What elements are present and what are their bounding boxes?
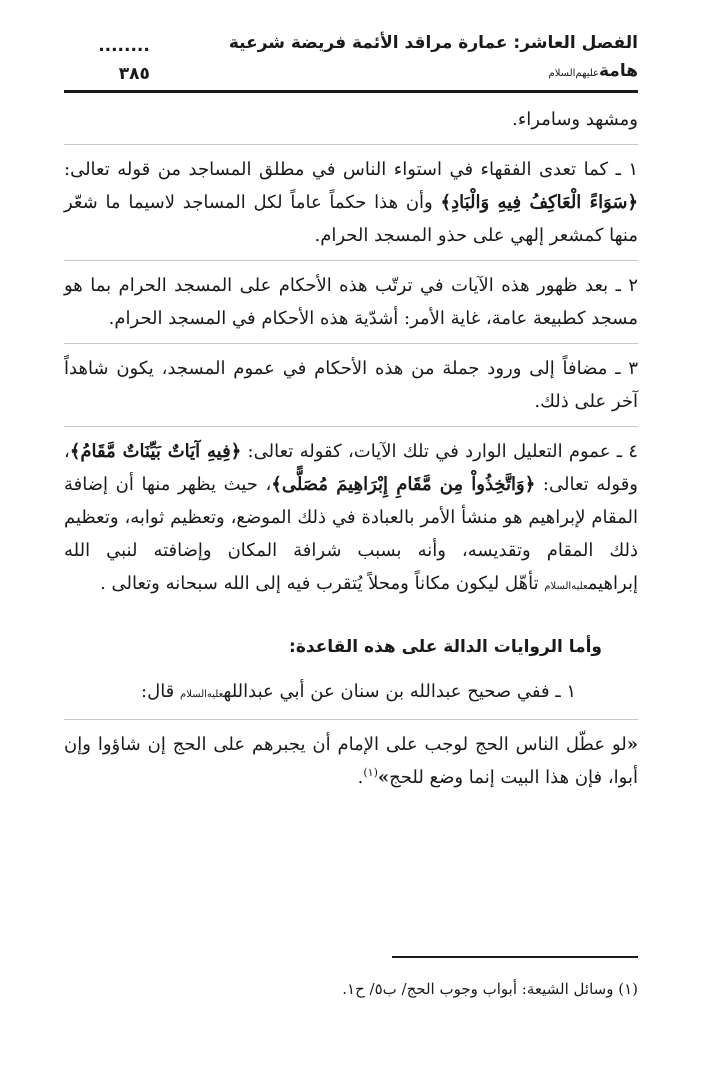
paragraph-2: ٢ ـ بعد ظهور هذه الآيات في ترتّب هذه الأحكام على المسجد الحرام بما هو مسجد كطبيعة عامة، غاية الأمر: أشدّية هذه الأحكام في المسجد الحرام.: [64, 275, 638, 329]
chapter-title: [150, 29, 638, 88]
chapter-honorific: عليهم‌السلام: [548, 68, 599, 79]
paragraph-divider: [64, 343, 638, 344]
book-page: [64, 33, 639, 998]
quran-verse: ﴿سَوَاءً الْعَاكِفُ فِيهِ وَالْبَادِ﴾: [440, 192, 639, 213]
quote-end: .: [357, 767, 364, 788]
quote-close-mark: »: [377, 767, 390, 788]
chapter-title-text: الفصل العاشر: عمارة مراقد الأئمة فريضة شرعية هامة: [228, 33, 638, 81]
header-rule: [64, 90, 638, 93]
page-number: ........ ٣٨٥: [98, 36, 150, 84]
footnote: (١) وسائل الشيعة: أبواب وجوب الحج/ ب٥/ ح١.: [342, 980, 638, 998]
paragraph-divider: [64, 426, 638, 427]
quote-open-mark: «: [626, 734, 638, 755]
paragraph-1: [64, 153, 638, 252]
honorific-mark: عليه‌السلام: [180, 689, 224, 700]
narration-intro: [64, 675, 576, 711]
paragraph-divider: [64, 260, 638, 261]
paragraph-1-text-end: وأن هذا حكماً عاماً لكل المساجد لاسيما ما شعّر منها كمشعر إلهي على حذو المسجد الحرام.: [64, 192, 638, 246]
paragraph-4-text-end: تأهّل ليكون مكاناً ومحلاً يُتقرب فيه إلى الله سبحانه وتعالى .: [100, 573, 545, 594]
opening-line: ومشهد وسامراء.: [512, 109, 638, 130]
footnote-rule: [392, 956, 638, 958]
narration-text: ١ ـ ففي صحيح عبدالله بن سنان عن أبي عبدالله: [223, 681, 576, 702]
hadith-quote: [64, 728, 638, 794]
honorific-mark: عليه‌السلام: [544, 581, 588, 592]
paragraph-4-text: ٤ ـ عموم التعليل الوارد في تلك الآيات، كقوله تعالى:: [241, 441, 638, 462]
paragraph-1-text: ١ ـ كما تعدى الفقهاء في استواء الناس في مطلق المساجد من قوله تعالى:: [64, 159, 638, 180]
section-heading: وأما الروايات الدالة على هذه القاعدة:: [289, 637, 602, 657]
paragraph-4: [64, 435, 638, 603]
paragraph-divider: [64, 144, 638, 145]
paragraph-3: ٣ ـ مضافاً إلى ورود جملة من هذه الأحكام في عموم المسجد، يكون شاهداً آخر على ذلك.: [64, 358, 638, 412]
paragraph-4-text-mid: ، وقوله تعالى:: [64, 441, 638, 495]
paragraph-divider: [64, 719, 638, 720]
paragraph-4-text-body: ، حيث يظهر منها أن إضافة المقام لإبراهيم هو منشأ الأمر بالعبادة في ذلك الموضع، وتعظيم ثوابه، وتعظيم ذلك المقام وتقديسه، وأنه بسبب شرافة المكان وإضافته لنبي الله إبراهيم: [64, 474, 638, 594]
quran-verse: ﴿وَاتَّخِذُواْ مِن مَّقَامِ إِبْرَاهِيمَ مُصَلًّى﴾: [271, 474, 536, 495]
hadith-text: لو عطّل الناس الحج لوجب على الإمام أن يجبرهم على الحج إن شاؤوا وإن أبوا، فإن هذا البيت إنما وضع للحج: [64, 734, 638, 788]
running-header: [64, 33, 638, 88]
footnote-ref[interactable]: (١): [363, 766, 378, 779]
narration-tail: قال:: [141, 681, 180, 702]
quran-verse: ﴿فِيهِ آيَاتٌ بَيِّنَاتٌ مَّقَامُ﴾: [69, 441, 242, 462]
